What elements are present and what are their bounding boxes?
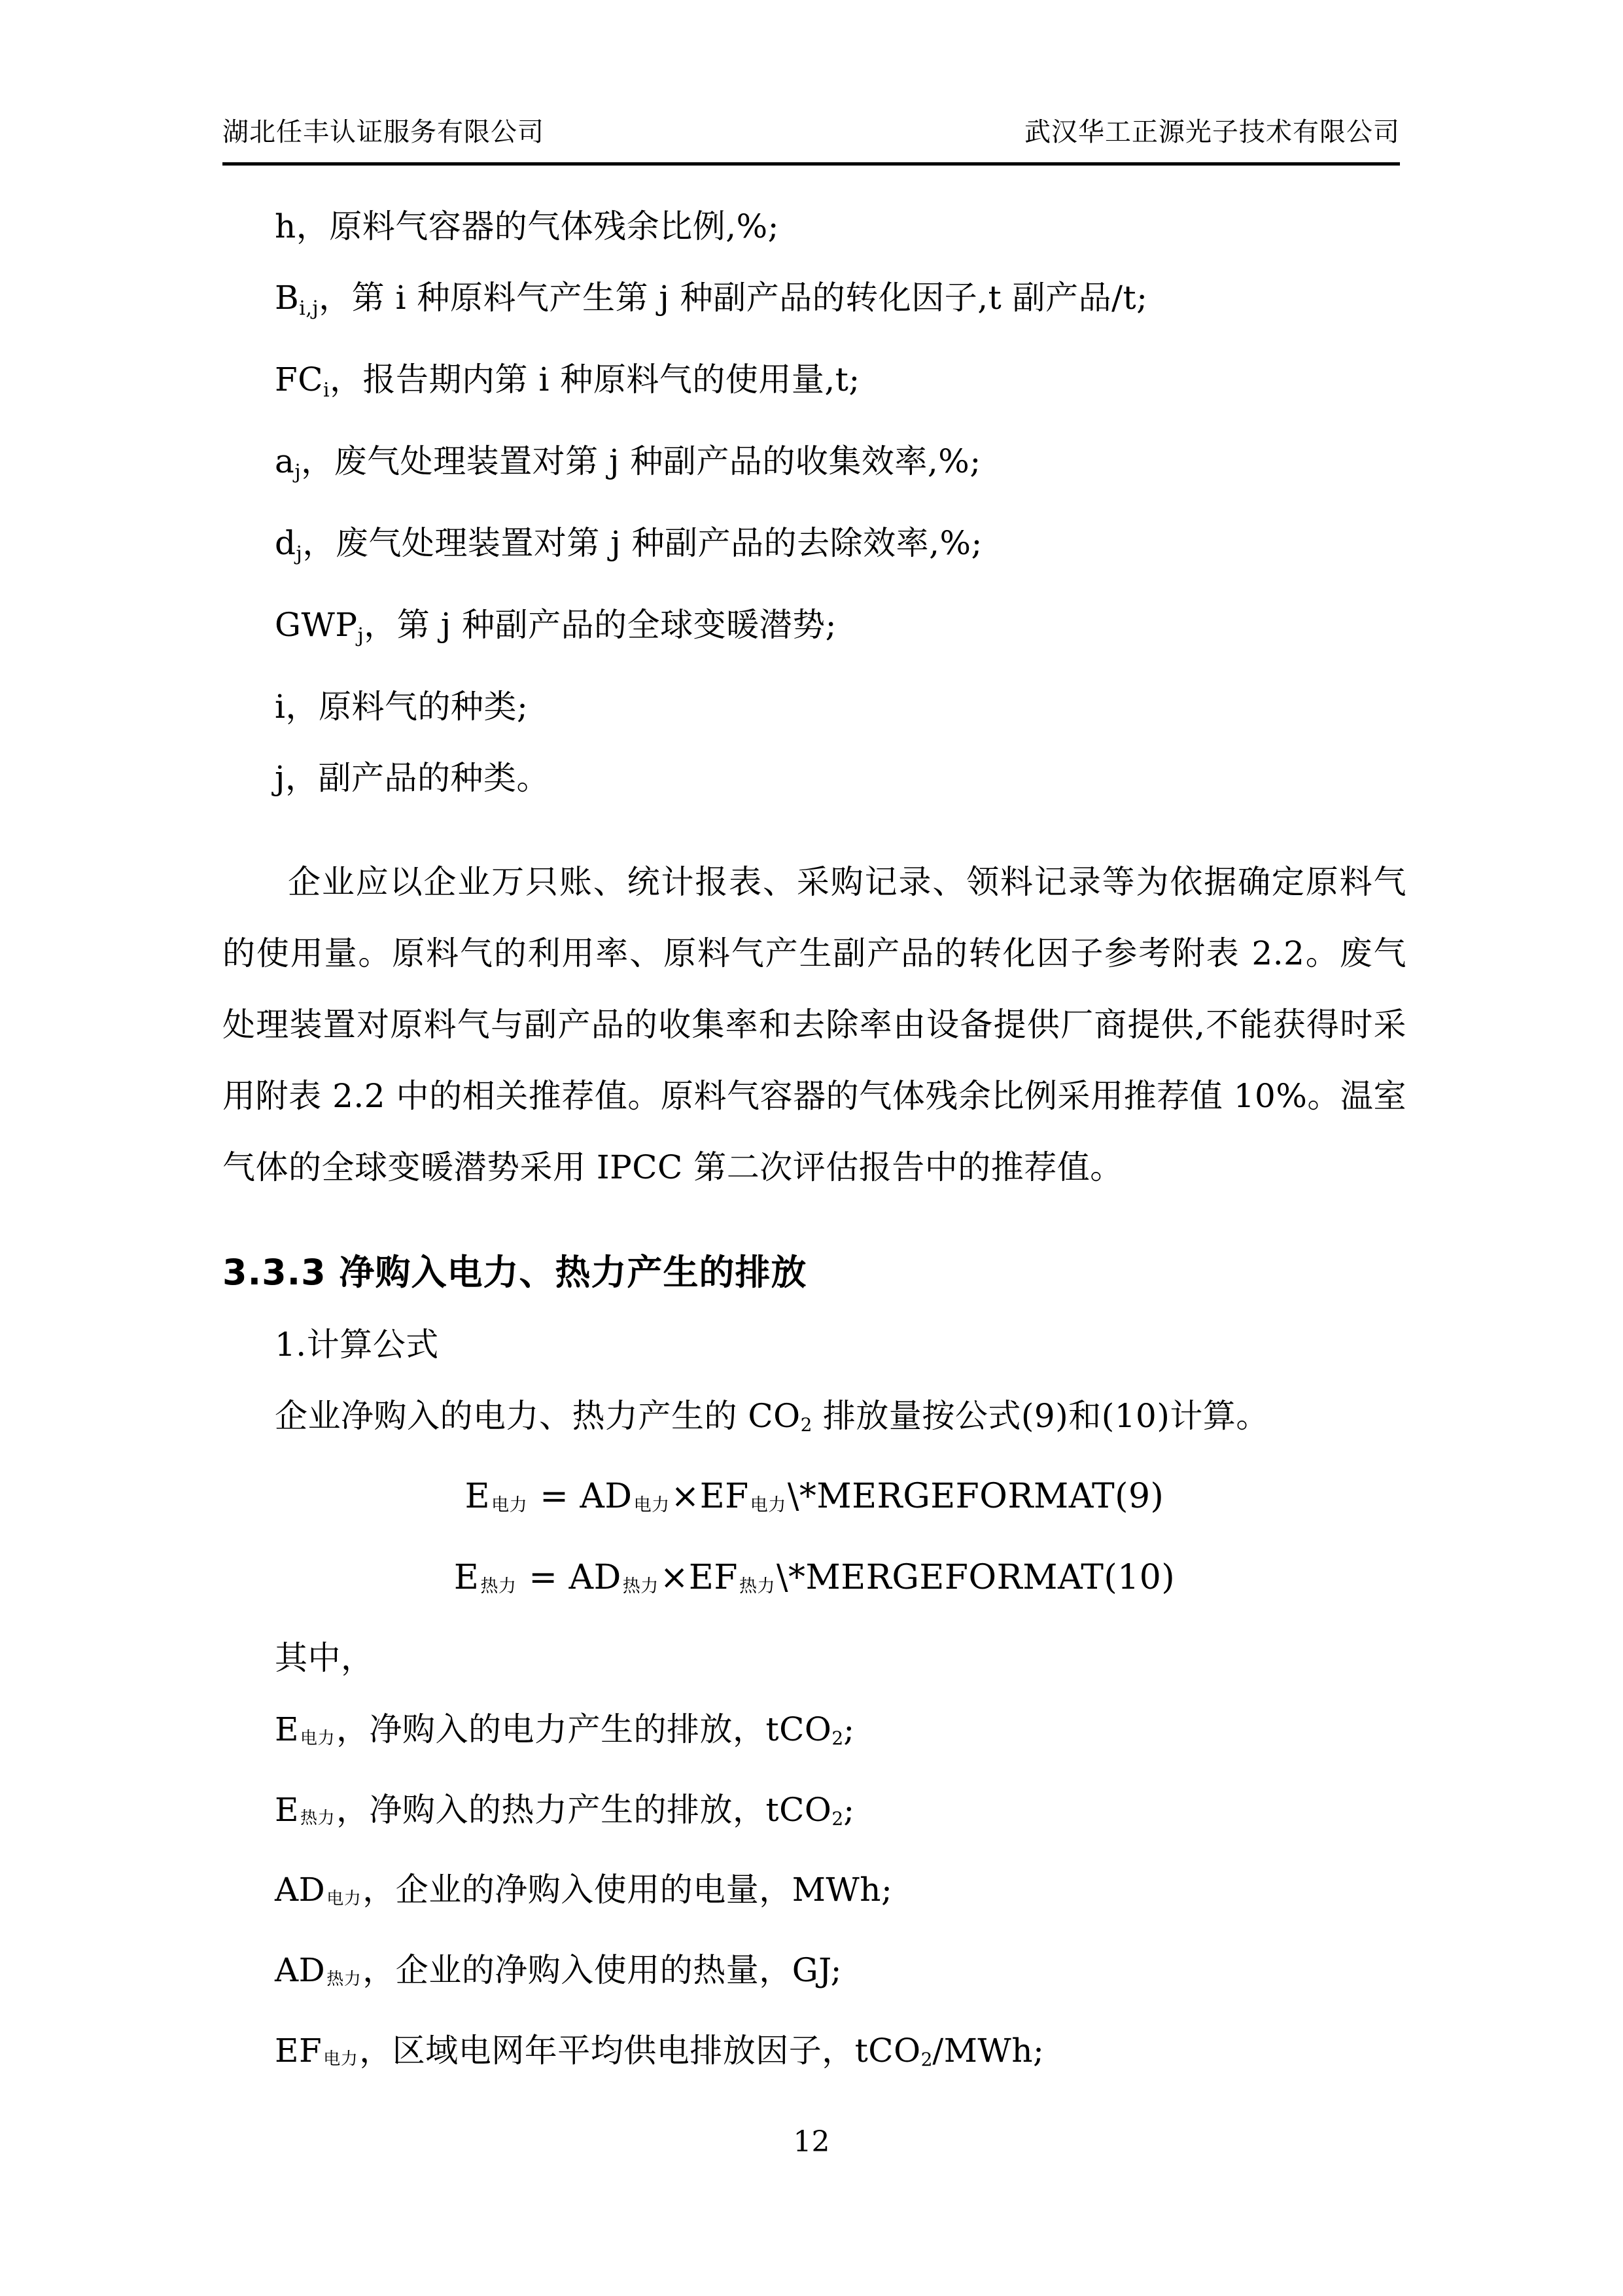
variable-description: ，第 j 种副产品的全球变暖潜势; — [364, 606, 837, 644]
variable-description: ，企业的净购入使用的电量，MWh; — [362, 1871, 893, 1909]
definition-line — [222, 426, 1406, 508]
variable-description: ，净购入的电力产生的排放，tCO — [336, 1710, 832, 1748]
where-label: 其中， — [275, 1638, 374, 1677]
page-body — [222, 191, 1406, 2095]
formula-equals-sign: = — [529, 1477, 580, 1517]
formula-emission-factor-subscript: 热力 — [739, 1576, 776, 1597]
unit-subscript: 2 — [920, 2048, 933, 2070]
formula-lhs-symbol: E — [453, 1558, 480, 1598]
variable-description: ，第 i 种原料气产生第 j 种副产品的转化因子,t 副产品/t; — [319, 279, 1148, 317]
definition-line — [222, 590, 1406, 671]
variable-symbol: E — [275, 1710, 299, 1748]
variable-symbol: i — [275, 688, 286, 726]
variable-symbol: h — [275, 207, 296, 245]
variable-subscript: 热力 — [326, 1969, 362, 1989]
formula-emission-factor-symbol: EF — [688, 1558, 738, 1598]
unit-tail: ; — [843, 1790, 855, 1829]
intro-text-before: 企业净购入的电力、热力产生的 CO — [275, 1397, 801, 1435]
page-header — [222, 116, 1400, 148]
definition-line — [222, 262, 1406, 344]
definition-line — [222, 1775, 1406, 1855]
definition-line — [222, 743, 1406, 814]
variable-symbol: EF — [275, 2031, 323, 2070]
intro-text-after: 排放量按公式(9)和(10)计算。 — [812, 1397, 1269, 1435]
header-left-organization: 湖北任丰认证服务有限公司 — [222, 117, 544, 147]
variable-subscript: i — [323, 379, 330, 402]
unit-subscript: 2 — [831, 1807, 844, 1829]
formula-lhs-subscript: 电力 — [491, 1495, 528, 1516]
subheading-calculation-formula: 1.计算公式 — [275, 1326, 439, 1364]
formula-line — [222, 1542, 1406, 1623]
header-right-organization: 武汉华工正源光子技术有限公司 — [1024, 117, 1400, 147]
formula-emission-factor-symbol: EF — [699, 1477, 749, 1517]
variable-description: ，报告期内第 i 种原料气的使用量,t; — [330, 361, 860, 398]
variable-subscript: 电力 — [326, 1888, 362, 1909]
definition-line — [222, 191, 1406, 262]
variable-description: ，区域电网年平均供电排放因子，tCO — [359, 2031, 921, 2070]
variable-description: ，废气处理装置对第 j 种副产品的收集效率,%; — [301, 442, 981, 480]
formula-number-tail: \*MERGEFORMAT(9) — [787, 1477, 1164, 1517]
variable-description: ，净购入的热力产生的排放，tCO — [336, 1790, 832, 1829]
definition-list-bottom — [222, 1694, 1406, 2095]
variable-subscript: j — [296, 542, 303, 565]
variable-symbol: d — [275, 524, 296, 562]
formula-activity-data-subscript: 电力 — [633, 1495, 670, 1516]
section-heading-333: 3.3.3 净购入电力、热力产生的排放 — [222, 1252, 807, 1293]
formula-number-tail: \*MERGEFORMAT(10) — [777, 1558, 1176, 1598]
explanatory-paragraph: 企业应以企业万只账、统计报表、采购记录、领料记录等为依据确定原料气的使用量。原料气的利用率、原料气产生副产品的转化因子参考附表 2.2。废气处理装置对原料气与副产品的收集率和去除率由设备提供厂商提供,不能获得时采用附表 2.2 中的相关推荐值。原料气容器的气体残余比例采用推荐值 10%。温室气体的全球变暖潜势采用 IPCC 第二次评估报告中的推荐值。 — [222, 863, 1406, 1186]
formula-multiply-sign: × — [659, 1558, 689, 1598]
co2-subscript: 2 — [800, 1414, 812, 1436]
variable-description: ，原料气容器的气体残余比例,%; — [296, 207, 779, 245]
definition-line — [222, 2015, 1406, 2096]
formula-lhs-subscript: 热力 — [480, 1576, 517, 1597]
variable-subscript: 热力 — [300, 1809, 336, 1829]
page-footer — [0, 2125, 1623, 2160]
variable-symbol: GWP — [275, 606, 358, 644]
formula-activity-data-subscript: 热力 — [622, 1576, 659, 1597]
formula-emission-factor-subscript: 电力 — [750, 1495, 786, 1516]
variable-subscript: 电力 — [300, 1728, 336, 1748]
variable-symbol: B — [275, 279, 300, 317]
variable-description: ，副产品的种类。 — [285, 759, 550, 797]
variable-description: ，废气处理装置对第 j 种副产品的去除效率,%; — [302, 524, 983, 562]
variable-description: ，原料气的种类; — [285, 688, 529, 726]
definition-line — [222, 1694, 1406, 1775]
formula-multiply-sign: × — [671, 1477, 700, 1517]
variable-subscript: j — [294, 461, 302, 484]
formula-lhs-symbol: E — [464, 1477, 491, 1517]
definition-line — [222, 1935, 1406, 2015]
formula-block — [222, 1460, 1406, 1623]
definition-line — [222, 344, 1406, 426]
variable-symbol: FC — [275, 361, 323, 398]
definition-line — [222, 1854, 1406, 1935]
page-number: 12 — [793, 2125, 830, 2159]
variable-description: ，企业的净购入使用的热量，GJ; — [362, 1951, 843, 1989]
variable-symbol: AD — [275, 1951, 326, 1989]
variable-subscript: 电力 — [323, 2049, 358, 2070]
unit-subscript: 2 — [831, 1727, 844, 1750]
definition-line — [222, 508, 1406, 590]
variable-subscript: j — [357, 624, 364, 647]
variable-symbol: E — [275, 1790, 299, 1829]
unit-tail: ; — [843, 1710, 855, 1748]
definition-line — [222, 671, 1406, 743]
formula-line — [222, 1460, 1406, 1542]
variable-symbol: AD — [275, 1871, 326, 1909]
unit-tail: /MWh; — [932, 2031, 1045, 2070]
header-divider-rule — [222, 162, 1400, 166]
formula-intro-sentence — [222, 1381, 1406, 1460]
variable-symbol: a — [275, 442, 295, 480]
definition-list-top — [222, 191, 1406, 814]
variable-symbol: j — [275, 759, 286, 797]
formula-activity-data-symbol: AD — [568, 1558, 621, 1598]
formula-equals-sign: = — [517, 1558, 569, 1598]
formula-activity-data-symbol: AD — [580, 1477, 633, 1517]
variable-subscript: i,j — [299, 297, 319, 320]
